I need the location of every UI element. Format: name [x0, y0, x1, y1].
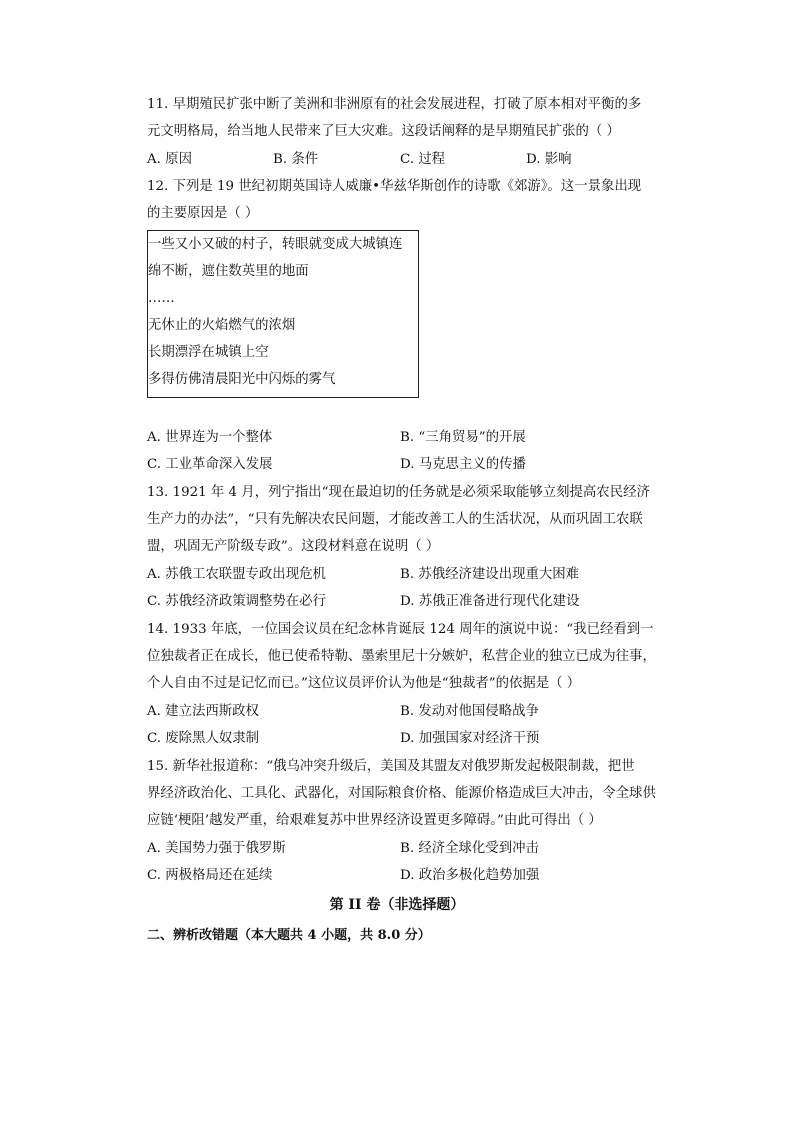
q14-option-d: D. 加强国家对经济干预: [400, 731, 540, 746]
poem-line-1: 一些又小又破的村子，转眼就变成大城镇连: [148, 237, 403, 252]
q15-option-a: A. 美国势力强于俄罗斯: [147, 841, 286, 856]
q15-option-b: B. 经济全球化受到冲击: [400, 841, 539, 856]
q15-line-2: 界经济政治化、工具化、武器化，对国际粮食价格、能源价格造成巨大冲击，令全球供: [147, 786, 656, 801]
poem-line-2: 绵不断，遮住数英里的地面: [148, 264, 309, 279]
q13-option-c: C. 苏俄经济政策调整势在必行: [147, 594, 326, 609]
q11-line-2: 元文明格局，给当地人民带来了巨大灾难。这段话阐释的是早期殖民扩张的（ ）: [147, 124, 620, 139]
poem-line-4: 无休止的火焰燃气的浓烟: [148, 318, 296, 333]
q14-line-2: 位独裁者正在成长，他已使希特勒、墨索里尼十分嫉妒，私营企业的独立已成为往事，: [147, 649, 656, 664]
q14-option-a: A. 建立法西斯政权: [147, 704, 259, 719]
q11-option-c: C. 过程: [400, 152, 446, 167]
q15-option-d: D. 政治多极化趋势加强: [400, 868, 540, 883]
q13-line-3: 盟，巩固无产阶级专政”。这段材料意在说明（ ）: [147, 539, 440, 554]
q12-option-b: B. “三角贸易”的开展: [400, 430, 526, 445]
q13-line-2: 生产力的办法”，“只有先解决农民问题，才能改善工人的生活状况，从而巩固工农联: [147, 512, 643, 527]
q14-line-3: 个人自由不过是记忆而已。”这位议员评价认为他是“独裁者”的依据是（ ）: [147, 676, 581, 691]
section-title: 第 II 卷（非选择题）: [329, 897, 465, 913]
q11-option-d: D. 影响: [526, 152, 572, 167]
part-heading: 二、辨析改错题（本大题共 4 小题，共 8.0 分）: [147, 928, 431, 943]
q13-line-1: 13. 1921 年 4 月，列宁指出“现在最迫切的任务就是必须采取能够立刻提高农民经济: [147, 485, 650, 500]
q13-option-a: A. 苏俄工农联盟专政出现危机: [147, 567, 326, 582]
q13-option-b: B. 苏俄经济建设出现重大困难: [400, 567, 580, 582]
q14-line-1: 14. 1933 年底，一位国会议员在纪念林肯诞辰 124 周年的演说中说：“我已经看到一: [147, 622, 654, 637]
q11-line-1: 11. 早期殖民扩张中断了美洲和非洲原有的社会发展进程，打破了原本相对平衡的多: [147, 97, 642, 112]
q12-line-1: 12. 下列是 19 世纪初期英国诗人威廉•华兹华斯创作的诗歌《郊游》。这一景象出现: [147, 179, 642, 194]
q12-line-2: 的主要原因是（ ）: [147, 206, 259, 221]
q12-option-d: D. 马克思主义的传播: [400, 457, 526, 472]
q12-option-a: A. 世界连为一个整体: [147, 430, 273, 445]
poem-box: [147, 230, 419, 398]
poem-line-6: 多得仿佛清晨阳光中闪烁的雾气: [148, 372, 336, 387]
q11-option-b: B. 条件: [273, 152, 319, 167]
q11-option-a: A. 原因: [147, 152, 192, 167]
poem-line-3: ……: [148, 291, 175, 306]
poem-line-5: 长期漂浮在城镇上空: [148, 345, 269, 360]
q14-option-b: B. 发动对他国侵略战争: [400, 704, 539, 719]
q15-option-c: C. 两极格局还在延续: [147, 868, 273, 883]
q12-option-c: C. 工业革命深入发展: [147, 457, 273, 472]
q15-line-1: 15. 新华社报道称：“俄乌冲突升级后，美国及其盟友对俄罗斯发起极限制裁，把世: [147, 759, 635, 774]
q15-line-3: 应链‘梗阻’越发严重，给艰难复苏中世界经济设置更多障碍。”由此可得出（ ）: [147, 813, 602, 828]
q14-option-c: C. 废除黑人奴隶制: [147, 731, 260, 746]
q13-option-d: D. 苏俄正准备进行现代化建设: [400, 594, 580, 609]
